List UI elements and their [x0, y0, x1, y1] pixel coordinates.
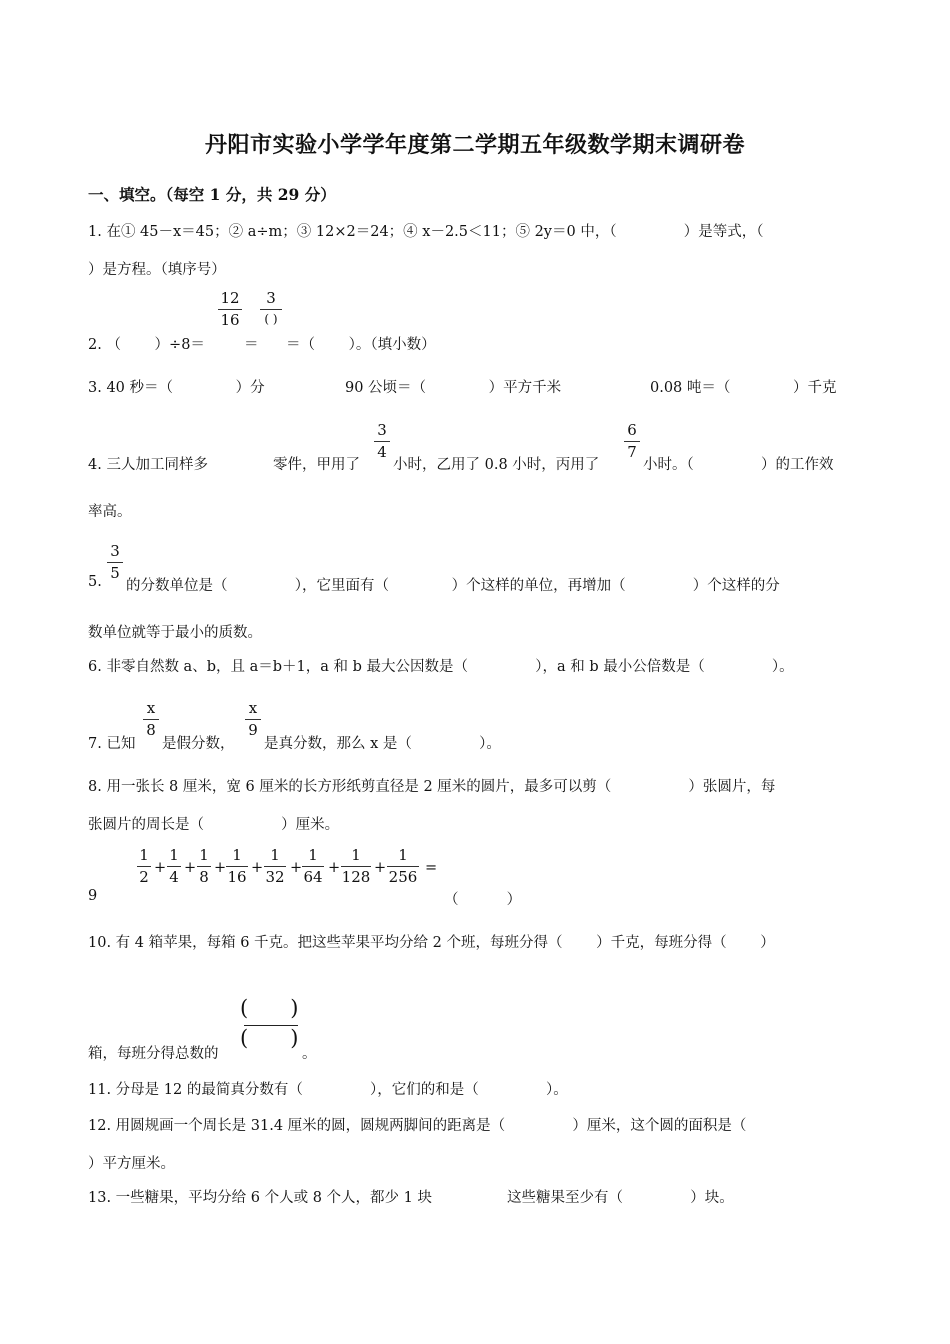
- q9-fraction: $\frac{1}{32}$: [265, 846, 285, 886]
- q9-fraction: $\frac{1}{64}$: [303, 846, 323, 886]
- plus-sign: +: [328, 860, 341, 876]
- plus-sign: +: [184, 860, 197, 876]
- question-9-answer: （ ）: [444, 892, 522, 908]
- question-10-end: 。: [302, 1046, 317, 1062]
- question-4-part-3: 小时，乙用了 0.8 小时，丙用了: [393, 457, 600, 473]
- q2-fraction-3-blank: 3 ( ): [260, 291, 282, 325]
- question-11: 11. 分母是 12 的最简真分数有（ ），它们的和是（ ）。: [88, 1082, 568, 1098]
- q10-fraction-denominator-blank: ( ): [240, 1026, 299, 1050]
- q9-fraction: $\frac{1}{2}$: [137, 848, 151, 885]
- question-12-line-2: ）平方厘米。: [88, 1156, 175, 1172]
- q7-fraction-x-9: $\frac{x}{9}$: [245, 701, 261, 738]
- question-6: 6. 非零自然数 a、b，且 a＝b＋1，a 和 b 最大公因数是（ ），a 和 b 最小公倍数是（ ）。: [88, 659, 794, 675]
- question-7-mid: 是假分数，: [162, 736, 235, 752]
- q9-fraction: $\frac{1}{8}$: [197, 848, 211, 885]
- plus-sign: +: [251, 860, 264, 876]
- question-4-part-1: 4. 三人加工同样多: [88, 457, 208, 473]
- q10-fraction-numerator-blank: ( ): [240, 996, 299, 1020]
- question-3-part-c: 0.08 吨＝（ ）千克: [650, 380, 837, 396]
- section-heading: 一、填空。（每空 1 分，共 29 分）: [88, 185, 336, 204]
- q7-fraction-x-8: $\frac{x}{8}$: [143, 701, 159, 738]
- question-1-line-2: ）是方程。（填序号）: [88, 262, 226, 278]
- question-5-text: 的分数单位是（ ），它里面有（ ）个这样的单位，再增加（ ）个这样的分: [126, 578, 780, 594]
- question-4-line-2: 率高。: [88, 504, 132, 520]
- plus-sign: +: [290, 860, 303, 876]
- question-10-line-2: 箱，每班分得总数的: [88, 1046, 219, 1062]
- question-9-number: 9: [88, 888, 98, 904]
- question-7-end: 是真分数，那么 x 是（ ）。: [264, 736, 501, 752]
- question-13-part-1: 13. 一些糖果，平均分给 6 个人或 8 个人，都少 1 块: [88, 1190, 432, 1206]
- question-12-line-1: 12. 用圆规画一个周长是 31.4 厘米的圆，圆规两脚间的距离是（ ）厘米，这个圆的面积是（: [88, 1118, 747, 1134]
- question-1-line-1: 1. 在① 45－x＝45；② a÷m；③ 12×2＝24；④ x－2.5＜11；⑤ 2y＝0 中，（ ）是等式，（: [88, 224, 764, 240]
- page-title: 丹阳市实验小学学年度第二学期五年级数学期末调研卷: [204, 132, 745, 158]
- question-4-part-2: 零件，甲用了: [273, 457, 360, 473]
- equals-sign: =: [425, 860, 438, 876]
- question-10-line-1: 10. 有 4 箱苹果，每箱 6 千克。把这些苹果平均分给 2 个班，每班分得（ ）千克，每班分得（ ）: [88, 935, 775, 951]
- question-8-line-1: 8. 用一张长 8 厘米，宽 6 厘米的长方形纸剪直径是 2 厘米的圆片，最多可以剪（ ）张圆片，每: [88, 779, 776, 795]
- q9-fraction: $\frac{1}{128}$: [341, 846, 371, 886]
- question-13-part-2: 这些糖果至少有（ ）块。: [507, 1190, 734, 1206]
- q9-fraction: $\frac{1}{4}$: [167, 848, 181, 885]
- q5-fraction-3-5: $\frac{3}{5}$: [107, 544, 123, 581]
- question-3-part-a: 3. 40 秒＝（ ）分: [88, 380, 265, 396]
- q9-fraction: $\frac{1}{256}$: [388, 846, 418, 886]
- question-2-start: 2. （ ）÷8＝: [88, 337, 205, 353]
- plus-sign: +: [374, 860, 387, 876]
- question-2-equals: ＝: [244, 337, 259, 353]
- plus-sign: +: [154, 860, 167, 876]
- question-4-part-4: 小时。（ ）的工作效: [643, 457, 834, 473]
- q4-fraction-3-4: $\frac{3}{4}$: [374, 423, 390, 460]
- question-2-end: ＝（ ）。（填小数）: [286, 337, 436, 353]
- question-7-start: 7. 已知: [88, 736, 136, 752]
- q4-fraction-6-7: $\frac{6}{7}$: [624, 423, 640, 460]
- question-8-line-2: 张圆片的周长是（ ）厘米。: [88, 817, 340, 833]
- question-5-line-2: 数单位就等于最小的质数。: [88, 625, 262, 641]
- question-5-number: 5.: [88, 574, 102, 590]
- question-3-part-b: 90 公顷＝（ ）平方千米: [345, 380, 562, 396]
- plus-sign: +: [214, 860, 227, 876]
- q2-fraction-12-16: $\frac{12}{16}$: [218, 291, 242, 328]
- q9-fraction: $\frac{1}{16}$: [227, 846, 247, 886]
